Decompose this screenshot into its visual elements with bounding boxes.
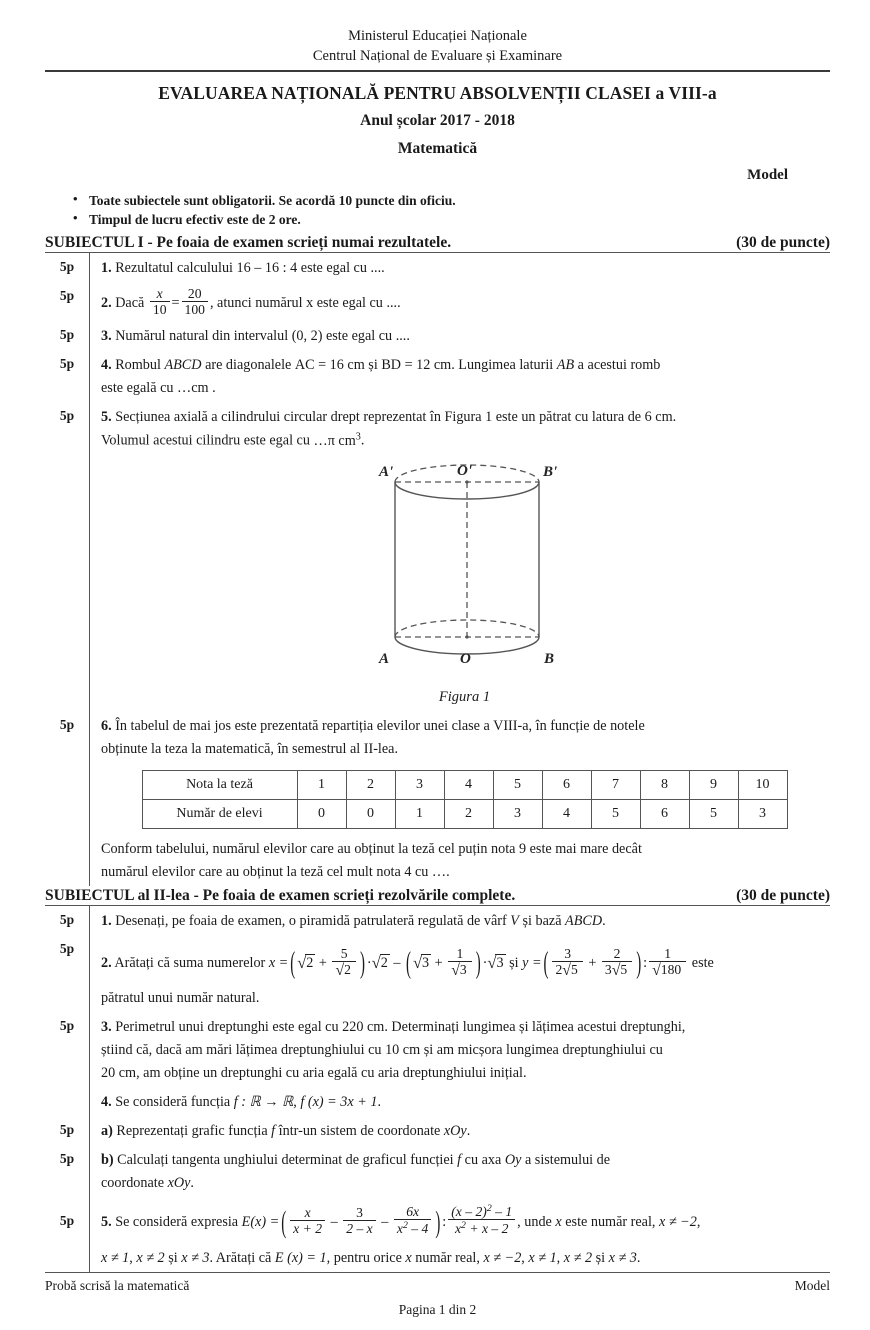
problem-body — [89, 1145, 830, 1197]
rhombus-label: ABCD — [164, 357, 202, 374]
problem-text: , pentru orice — [326, 1249, 402, 1266]
function-expression: f (x) = 3x + 1 — [300, 1094, 378, 1111]
diagonal-bd: BD = 12 cm — [381, 357, 452, 374]
condition-5: x ≠ −2 — [483, 1249, 522, 1266]
grade-cell: 8 — [640, 771, 689, 800]
problem-text-tail: , atunci numărul x este egal cu .... — [209, 295, 401, 312]
problem-text: și am micșora lungimea dreptunghiului cu — [423, 1042, 663, 1059]
condition-1: x ≠ −2 — [659, 1214, 697, 1231]
label-a-prime: A' — [378, 463, 393, 480]
points-cell: 5p — [59, 356, 75, 372]
problem-text: . — [466, 1123, 471, 1140]
problem-text: . — [360, 432, 365, 449]
cylinder-svg — [335, 455, 595, 680]
cylinder-figure — [101, 455, 828, 688]
equals-sign: = — [171, 295, 180, 312]
grade-cell: 6 — [542, 771, 591, 800]
problem-text: , am obține un dreptunghi cu aria egală cu aria dreptunghiului inițial. — [136, 1065, 527, 1082]
conclusion-line-1: Conform tabelului, numărul elevilor care au obținut la teză cel puțin nota 9 este mai mare decât — [101, 841, 642, 858]
problem-text: Se consideră expresia — [115, 1214, 239, 1231]
count-cell: 6 — [640, 800, 689, 829]
problem-text: Desenați, pe foaia de examen, o piramidă patrulateră regulată de vârf — [115, 913, 507, 930]
footer-right-text: Model — [794, 1278, 830, 1293]
row-header-counts: Număr de elevi — [142, 800, 297, 829]
condition-3: x ≠ 2 — [136, 1249, 165, 1266]
problem-number: 2. — [101, 295, 112, 312]
conjunction: și — [509, 955, 519, 972]
subject-1-title: SUBIECTUL I - Pe foaia de examen scrieți numai rezultatele. — [45, 233, 452, 251]
exam-title: EVALUAREA NAȚIONALĂ PENTRU ABSOLVENȚII CLASEI a VIII-a — [158, 83, 717, 103]
school-year: Anul școlar 2017 - 2018 — [360, 112, 515, 129]
points-cell: 5p — [59, 1213, 75, 1229]
problem-number: 1. — [101, 913, 112, 930]
problem-body — [89, 906, 830, 935]
problem-text: . Lungimea laturii — [451, 357, 554, 374]
problem-number: 3. — [101, 328, 112, 345]
points-cell — [45, 1087, 89, 1116]
points-cell: 5p — [59, 258, 75, 274]
length-decrease-value: 20 cm — [101, 1065, 137, 1082]
points-cell: 5p — [59, 327, 75, 343]
problem-text: În tabelul de mai jos este prezentată repartiția elevilor unei clase a VIII-a, în funcție de notele — [115, 718, 645, 735]
conjunction: și — [368, 357, 378, 374]
coordinate-system: xOy — [167, 1175, 191, 1192]
problem-text: , unde — [517, 1214, 552, 1231]
label-o-prime: O' — [456, 462, 472, 479]
problem-text: . — [190, 1175, 194, 1192]
points-cell: 5p — [59, 912, 75, 928]
count-cell: 3 — [738, 800, 787, 829]
grade-cell: 1 — [297, 771, 346, 800]
count-cell: 5 — [689, 800, 738, 829]
figure-reference: Figura 1 — [444, 409, 493, 426]
page-content — [45, 26, 830, 1272]
grade-cell: 2 — [346, 771, 395, 800]
problem-row — [45, 350, 830, 402]
volume-value: …π cm — [313, 432, 356, 449]
problem-row — [45, 711, 830, 886]
label-b-prime: B' — [542, 463, 557, 480]
problem-text: Arătați că suma numerelor — [114, 955, 266, 972]
function-symbol: f — [271, 1123, 276, 1140]
grade-cell: 10 — [738, 771, 787, 800]
fraction-numerator: 20 — [187, 285, 202, 301]
problem-text-line2: obținute la teza la matematică, în semestrul al II-lea. — [101, 741, 399, 758]
side-ab: AB — [556, 357, 575, 374]
marks-table-wrapper — [101, 770, 828, 829]
volume-exponent: 3 — [355, 431, 361, 443]
label-a: A — [378, 650, 389, 667]
problem-text: Perimetrul unui dreptunghi este egal cu — [115, 1019, 339, 1036]
problem-text: . — [636, 1249, 641, 1266]
grade-cell: 9 — [689, 771, 738, 800]
volume-expression — [314, 433, 361, 449]
problem-text: este număr real, — [565, 1214, 656, 1231]
evaluation-center-name: Centrul Național de Evaluare și Examinare — [312, 48, 563, 64]
y-label: y = — [522, 955, 542, 972]
coordinate-system: xOy — [443, 1123, 467, 1140]
problem-row — [45, 1087, 830, 1116]
problem-text: Calculați tangenta unghiului determinat de graficul funcției — [117, 1152, 454, 1169]
perimeter-value: 220 cm — [342, 1019, 385, 1036]
model-label: Model — [747, 167, 788, 183]
condition-2: x ≠ 1 — [101, 1249, 130, 1266]
problem-text: Numărul natural din intervalul — [115, 328, 289, 345]
problem-text: a sistemului de — [524, 1152, 611, 1169]
problem-body — [89, 253, 830, 282]
base-label: ABCD — [565, 913, 603, 930]
condition-7: x ≠ 2 — [563, 1249, 593, 1266]
width-increase-value: 10 cm — [385, 1042, 421, 1059]
problem-text: cu axa — [464, 1152, 502, 1169]
points-cell: 5p — [59, 287, 75, 303]
problem-row — [45, 1116, 830, 1145]
cylinder-bottom-center-dot — [465, 635, 468, 638]
condition-6: x ≠ 1 — [528, 1249, 557, 1266]
problem-body — [89, 402, 830, 711]
subject-2-header — [45, 887, 830, 905]
problem-number: 5. — [101, 1214, 112, 1231]
problem-text: . — [672, 409, 677, 426]
ministry-name: Ministerul Educației Naționale — [348, 28, 527, 44]
problem-text: coordonate — [101, 1175, 165, 1192]
label-o: O — [459, 650, 471, 667]
grade-cell: 7 — [591, 771, 640, 800]
condition-8: x ≠ 3 — [608, 1249, 637, 1266]
problem-text: Secțiunea axială a cilindrului circular drept reprezentat în — [115, 409, 441, 426]
problem-text: Rezultatul calculului — [115, 259, 233, 276]
figure-caption: Figura 1 — [438, 688, 491, 705]
problem-row — [45, 402, 830, 711]
row-header-grades: Nota la teză — [142, 771, 297, 800]
problem-text: are diagonalele — [205, 357, 292, 374]
problem-body — [89, 282, 830, 321]
problem-text: . Determinați lungimea și lățimea acestui dreptunghi, — [384, 1019, 686, 1036]
grade-cell: 5 — [493, 771, 542, 800]
x-label: x = — [268, 955, 289, 972]
problem-text: a acestui romb — [577, 357, 661, 374]
problem-body — [89, 1116, 830, 1145]
points-cell: 5p — [59, 717, 75, 733]
problem-body — [89, 711, 830, 886]
problem-text: . — [377, 1094, 381, 1111]
count-cell: 2 — [444, 800, 493, 829]
problem-number: 3. — [101, 1019, 112, 1036]
problem-text: știind că, dacă am mări lățimea dreptunghiului cu — [101, 1042, 382, 1059]
variable-x: x — [405, 1249, 412, 1266]
problem-number: a) — [101, 1123, 113, 1140]
table-row — [142, 800, 787, 829]
subject-name: Matematică — [397, 140, 478, 157]
points-cell: 5p — [59, 1018, 75, 1034]
count-cell: 0 — [297, 800, 346, 829]
subject-1-header — [45, 234, 830, 252]
problem-body: 5. Se consideră expresia E(x) = ( $\frac{x}{x + 2}$ – $\frac{3}{2 - x}$ – $\frac{6x}{x^2 - 4}$ ) : $\frac{(x - 2)^2 - 1}{x^2 + x - 2}$ , unde x este număr real, x ≠ −2, x ≠ 1, x ≠ 2 și x ≠ 3. Arătați că E (x) = 1, pentru orice x număr real, x ≠ −2, x ≠ 1, x ≠ 2 și x ≠ 3. — [89, 1197, 830, 1272]
problem-body — [89, 1087, 830, 1116]
instruction-item: • Toate subiectele sunt obligatorii. Se acordă 10 puncte din oficiu. — [73, 191, 830, 210]
points-cell: 5p — [59, 1151, 75, 1167]
problem-text: într-un sistem de coordonate — [278, 1123, 441, 1140]
points-cell: 5p — [59, 408, 75, 424]
problem-row — [45, 1012, 830, 1087]
problem-row — [45, 935, 830, 1012]
problem-text: Reprezentați grafic funcția — [116, 1123, 268, 1140]
comma: , — [293, 1094, 297, 1111]
problem-text-tail: este egal cu .... — [325, 328, 410, 345]
problem-text: și bază — [522, 913, 562, 930]
document-header — [45, 26, 830, 184]
problem-math: 16 – 16 : 4 — [236, 259, 298, 276]
fraction-denominator: 10 — [150, 301, 170, 317]
problem-text: Volumul acestui cilindru este egal cu — [101, 432, 310, 449]
fraction-left — [148, 285, 172, 318]
axis-label: Oy — [504, 1152, 522, 1169]
count-cell: 5 — [591, 800, 640, 829]
subject-2-grid — [45, 905, 830, 1272]
problem-row — [45, 1197, 830, 1272]
exam-instructions — [45, 191, 830, 230]
problem-text: . Arătați că — [209, 1249, 272, 1266]
count-cell: 0 — [346, 800, 395, 829]
problem-text: număr real, — [415, 1249, 480, 1266]
problem-text-line2: este egală cu …cm . — [101, 380, 216, 397]
footer-line — [45, 1278, 830, 1294]
cylinder-top-center-dot — [465, 480, 468, 483]
problem-text-line2: pătratul unui număr natural. — [101, 990, 260, 1007]
problem-body — [89, 321, 830, 350]
problem-body — [89, 1012, 830, 1087]
problem-number: 4. — [101, 357, 112, 374]
fraction-numerator: x — [156, 285, 163, 301]
count-cell: 4 — [542, 800, 591, 829]
variable-x: x — [555, 1214, 562, 1231]
rational-expression: ( $\frac{x}{x + 2}$ – $\frac{3}{2 - x}$ – $\frac{6x}{x^2 - 4}$ ) : $\frac{(x - 2)^2 - 1}{x^2 + x - 2}$ — [279, 1214, 517, 1230]
subject-1-points: (30 de puncte) — [736, 233, 830, 251]
problem-row — [45, 906, 830, 935]
expression-label: E(x) = — [241, 1214, 280, 1231]
instruction-item: • Timpul de lucru efectiv este de 2 ore. — [73, 210, 830, 229]
footer-left-text: Probă scrisă la matematică — [45, 1278, 190, 1293]
problem-row — [45, 282, 830, 321]
label-b: B — [543, 650, 554, 667]
problem-number: 6. — [101, 718, 112, 735]
page-number: Pagina 1 din 2 — [398, 1302, 477, 1317]
page-footer — [45, 1272, 830, 1318]
points-cell: 5p — [59, 941, 75, 957]
count-cell: 3 — [493, 800, 542, 829]
diagonal-ac: AC = 16 cm — [294, 357, 365, 374]
problem-text: . — [602, 913, 606, 930]
points-cell: 5p — [59, 1122, 75, 1138]
problem-text: Dacă — [115, 295, 145, 312]
problem-body — [89, 935, 830, 1012]
subject-2-title: SUBIECTUL al II-lea - Pe foaia de examen scrieți rezolvările complete. — [45, 887, 516, 905]
condition-4: x ≠ 3 — [181, 1249, 210, 1266]
problem-number: 4. — [101, 1094, 112, 1111]
square-side: 6 cm — [644, 409, 673, 426]
problem-number: b) — [101, 1152, 114, 1169]
function-domain: f : ℝ → ℝ — [233, 1094, 294, 1111]
x-expression: ( √2 + $\frac{5}{√2}$ ) ·√2 – ( √3 + $\frac{1}{√3}$ ) ·√3 — [290, 945, 504, 981]
header-divider — [45, 70, 830, 72]
conjunction: și — [168, 1249, 178, 1266]
problem-row — [45, 253, 830, 282]
function-symbol: f — [457, 1152, 462, 1169]
problem-text-tail: este egal cu .... — [300, 259, 385, 276]
fraction-denominator: 100 — [182, 301, 208, 317]
count-cell: 1 — [395, 800, 444, 829]
subject-2-points: (30 de puncte) — [736, 887, 830, 905]
conjunction: și — [595, 1249, 606, 1266]
grade-cell: 4 — [444, 771, 493, 800]
problem-number: 5. — [101, 409, 112, 426]
vertex-label: V — [510, 913, 519, 930]
problem-body — [89, 350, 830, 402]
y-expression: ( $\frac{3}{2√5}$ + $\frac{2}{3√5}$ ) : $\frac{1}{√180}$ — [542, 955, 689, 971]
problem-text: este un pătrat cu latura de — [495, 409, 642, 426]
problem-text: Se consideră funcția — [115, 1094, 231, 1111]
subject-1-grid — [45, 252, 830, 886]
conclusion-line-2: numărul elevilor care au obținut la teză cel mult nota 4 cu …. — [101, 864, 450, 881]
problem-text-tail: este — [691, 955, 714, 972]
fraction-right — [180, 285, 210, 318]
problem-text: Rombul — [115, 357, 161, 374]
expected-result: E (x) = 1 — [274, 1249, 327, 1266]
problem-number: 2. — [101, 955, 112, 972]
problem-row — [45, 321, 830, 350]
marks-table — [142, 770, 788, 829]
interval-notation: (0, 2) — [291, 328, 323, 345]
grade-cell: 3 — [395, 771, 444, 800]
problem-number: 1. — [101, 259, 112, 276]
table-row — [142, 771, 787, 800]
